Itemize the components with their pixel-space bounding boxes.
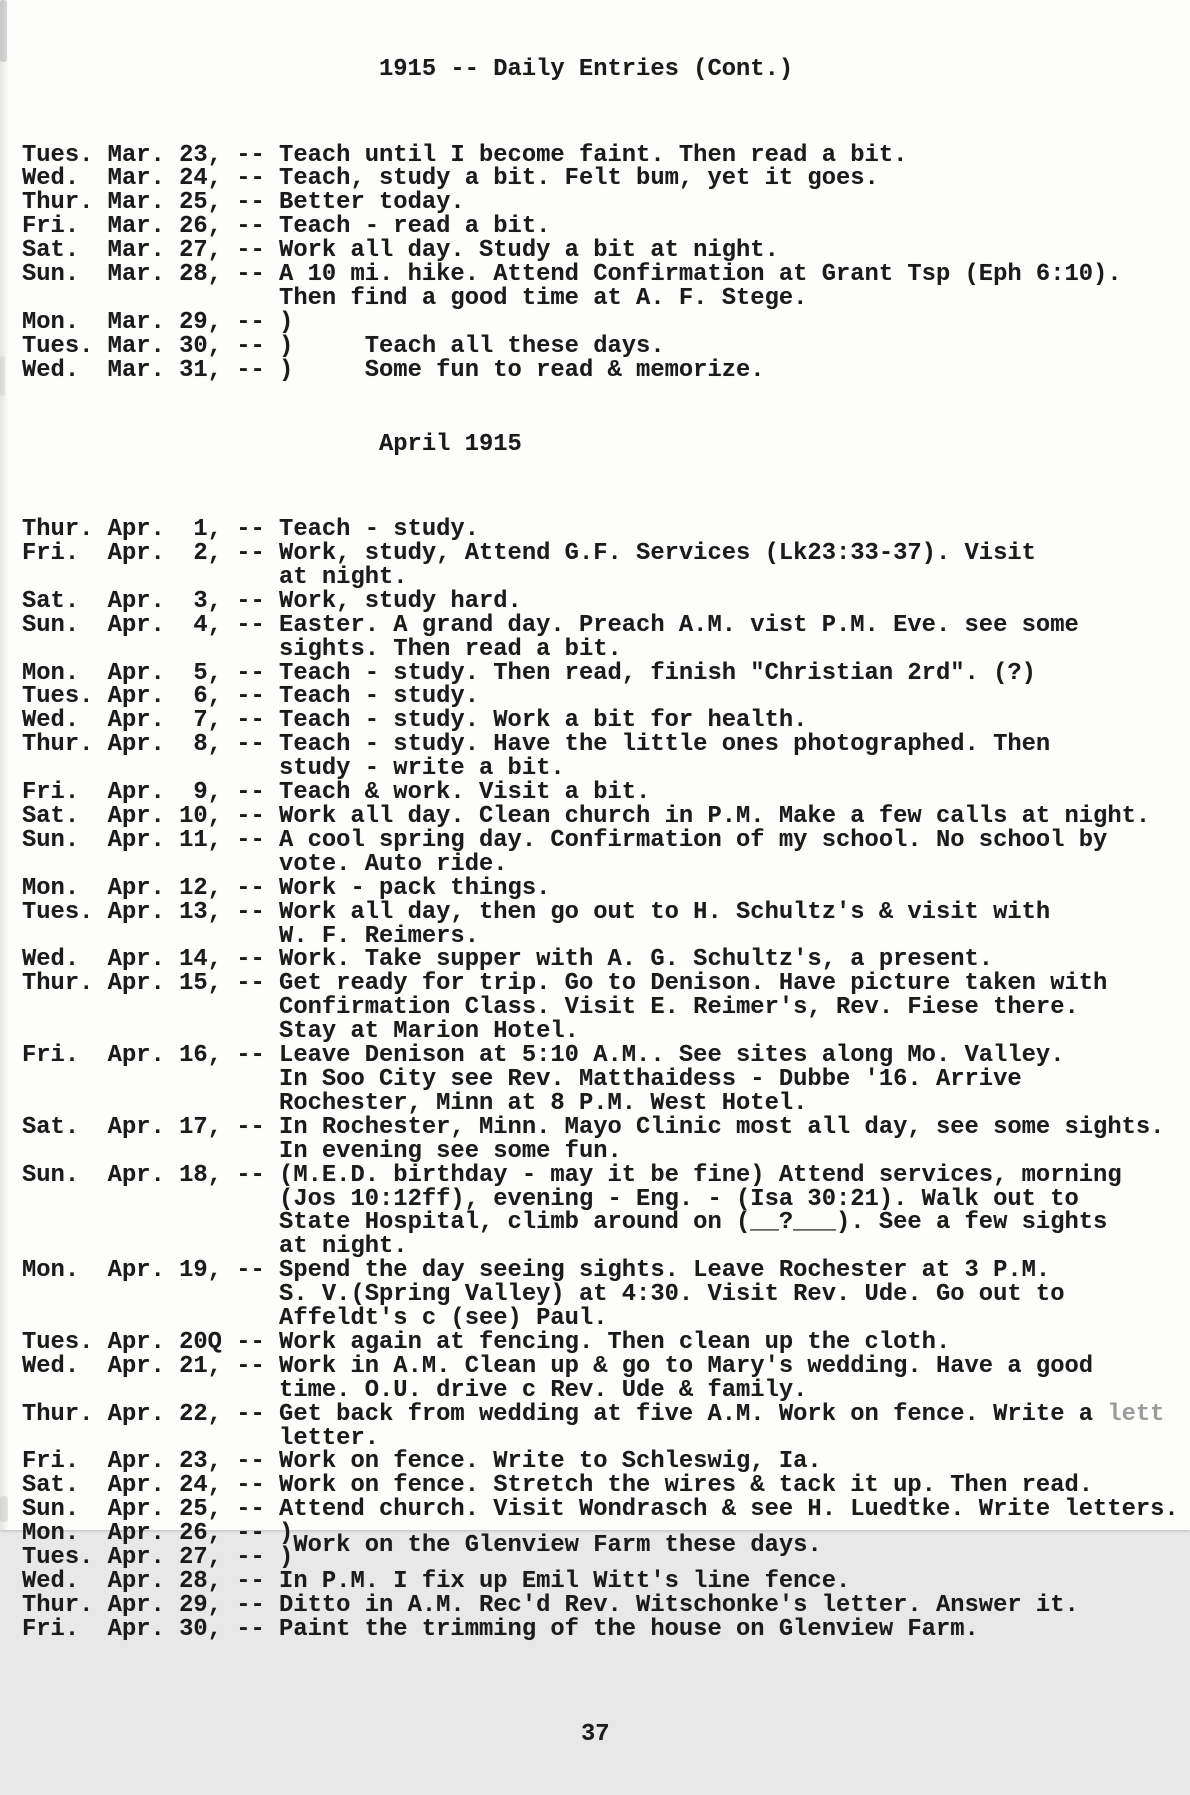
- diary-entry-line: Fri. Apr. 23, -- Work on fence. Write to Schleswig, Ia.: [22, 1448, 822, 1476]
- faded-text: lett: [1107, 1400, 1165, 1428]
- diary-entry-line: Fri. Apr. 30, -- Paint the trimming of the house on Glenview Farm.: [22, 1615, 979, 1643]
- diary-entry-line: Sat. Mar. 27, -- Work all day. Study a bit at night.: [22, 237, 779, 265]
- diary-entry-line: Wed. Mar. 31, -- ) Some fun to read & memorize.: [22, 356, 765, 384]
- diary-continuation-line: Stay at Marion Hotel.: [22, 1018, 579, 1046]
- bracket-note: Work on the Glenview Farm these days.: [293, 1532, 822, 1560]
- diary-continuation-line: time. O.U. drive c Rev. Ude & family.: [22, 1376, 808, 1404]
- diary-continuation-line: study - write a bit.: [22, 755, 565, 783]
- diary-entry-line: Sat. Apr. 10, -- Work all day. Clean church in P.M. Make a few calls at night.: [22, 803, 1151, 830]
- diary-entry-line: Thur. Apr. 8, -- Teach - study. Have the little ones photographed. Then: [22, 731, 1051, 759]
- diary-entry-line: Mon. Apr. 26, -- ): [22, 1520, 294, 1548]
- diary-entry-line: Fri. Apr. 16, -- Leave Denison at 5:10 A.M.. See sites along Mo. Valley.: [22, 1042, 1065, 1070]
- diary-continuation-line: W. F. Reimers.: [22, 922, 479, 950]
- april-entries: [22, 518, 1190, 1642]
- diary-entry-line: Sat. Apr. 3, -- Work, study hard.: [22, 587, 522, 615]
- diary-entry-line: Wed. Apr. 14, -- Work. Take supper with A. G. Schultz's, a present.: [22, 946, 994, 974]
- diary-entry-line: Thur. Apr. 22, -- Get back from wedding at five A.M. Work on fence. Write a lett: [22, 1400, 1165, 1428]
- diary-entry-line: Mon. Mar. 29, -- ): [22, 308, 294, 336]
- diary-entry-line: Thur. Apr. 15, -- Get ready for trip. Go to Denison. Have picture taken with: [22, 970, 1108, 998]
- diary-entry-line: Wed. Apr. 7, -- Teach - study. Work a bit for health.: [22, 707, 808, 735]
- diary-entry-line: Wed. Apr. 28, -- In P.M. I fix up Emil Witt's line fence.: [22, 1568, 851, 1595]
- diary-continuation-line: at night.: [22, 1233, 408, 1261]
- page-title: 1915 -- Daily Entries (Cont.): [379, 55, 794, 83]
- diary-entry-line: Thur. Apr. 29, -- Ditto in A.M. Rec'd Rev. Witschonke's letter. Answer it.: [22, 1591, 1079, 1619]
- diary-continuation-line: S. V.(Spring Valley) at 4:30. Visit Rev. Ude. Go out to: [22, 1281, 1065, 1309]
- diary-continuation-line: (Jos 10:12ff), evening - Eng. - (Isa 30:21). Walk out to: [22, 1185, 1079, 1213]
- diary-entry-line: Mon. Apr. 5, -- Teach - study. Then read, finish "Christian 2rd". (?): [22, 659, 1036, 687]
- diary-continuation-line: vote. Auto ride.: [22, 850, 508, 878]
- diary-entry-line: Wed. Apr. 21, -- Work in A.M. Clean up & go to Mary's wedding. Have a good: [22, 1352, 1094, 1380]
- diary-entry-line: Sun. Apr. 11, -- A cool spring day. Confirmation of my school. No school by: [22, 826, 1108, 854]
- diary-entry-line: Thur. Apr. 1, -- Teach - study.: [22, 516, 479, 544]
- diary-entry-line: Sun. Apr. 4, -- Easter. A grand day. Preach A.M. vist P.M. Eve. see some: [22, 611, 1079, 639]
- diary-entry-line: Tues. Apr. 13, -- Work all day, then go out to H. Schultz's & visit with: [22, 898, 1051, 926]
- scan-artifact-smudge: [0, 356, 5, 396]
- page-number: 37: [581, 1720, 610, 1748]
- march-entries: [22, 141, 1190, 384]
- diary-entry-line: Tues. Apr. 27, -- )Work on the Glenview Farm these days.: [22, 1532, 822, 1572]
- diary-continuation-line: State Hospital, climb around on (__?___). See a few sights: [22, 1209, 1108, 1237]
- diary-entry-line: Tues. Mar. 23, -- Teach until I become faint. Then read a bit.: [22, 141, 908, 169]
- section-heading-april: April 1915: [379, 431, 522, 459]
- diary-entry-line: Tues. Apr. 20Q -- Work again at fencing. Then clean up the cloth.: [22, 1328, 951, 1356]
- diary-entry-line: Sun. Mar. 28, -- A 10 mi. hike. Attend Confirmation at Grant Tsp (Eph 6:10).: [22, 261, 1122, 289]
- diary-entry-line: Sat. Apr. 24, -- Work on fence. Stretch the wires & tack it up. Then read.: [22, 1472, 1094, 1500]
- diary-continuation-line: Then find a good time at A. F. Stege.: [22, 284, 808, 312]
- diary-entry-line: Mon. Apr. 12, -- Work - pack things.: [22, 874, 551, 902]
- diary-entry-line: Mon. Apr. 19, -- Spend the day seeing sights. Leave Rochester at 3 P.M.: [22, 1257, 1051, 1285]
- diary-continuation-line: sights. Then read a bit.: [22, 635, 622, 663]
- scan-artifact-smudge: [0, 1496, 8, 1522]
- diary-continuation-line: Affeldt's c (see) Paul.: [22, 1305, 608, 1333]
- diary-continuation-line: letter.: [22, 1424, 380, 1452]
- diary-entry-line: Fri. Apr. 9, -- Teach & work. Visit a bit.: [22, 779, 651, 807]
- diary-document: [22, 10, 1190, 1794]
- diary-entry-line: Sun. Apr. 25, -- Attend church. Visit Wondrasch & see H. Luedtke. Write letters.: [22, 1496, 1179, 1524]
- diary-entry-line: Tues. Apr. 6, -- Teach - study.: [22, 683, 479, 711]
- diary-continuation-line: Confirmation Class. Visit E. Reimer's, Rev. Fiese there.: [22, 994, 1079, 1022]
- diary-entry-line: Wed. Mar. 24, -- Teach, study a bit. Felt bum, yet it goes.: [22, 165, 879, 193]
- scan-artifact-smudge: [0, 0, 7, 62]
- diary-continuation-line: at night.: [22, 563, 408, 591]
- diary-entry-line: Fri. Apr. 2, -- Work, study, Attend G.F. Services (Lk23:33-37). Visit: [22, 540, 1036, 568]
- diary-entry-line: Fri. Mar. 26, -- Teach - read a bit.: [22, 213, 551, 241]
- diary-continuation-line: In evening see some fun.: [22, 1137, 622, 1165]
- diary-entry-line: Sat. Apr. 17, -- In Rochester, Minn. Mayo Clinic most all day, see some sights.: [22, 1113, 1165, 1141]
- diary-continuation-line: In Soo City see Rev. Matthaidess - Dubbe '16. Arrive: [22, 1065, 1022, 1093]
- diary-entry-line: Thur. Mar. 25, -- Better today.: [22, 189, 465, 217]
- diary-entry-line: Tues. Mar. 30, -- ) Teach all these days.: [22, 332, 665, 360]
- diary-entry-line: Sun. Apr. 18, -- (M.E.D. birthday - may it be fine) Attend services, morning: [22, 1161, 1122, 1189]
- scan-artifact-left-edge: [0, 0, 9, 1530]
- diary-continuation-line: Rochester, Minn at 8 P.M. West Hotel.: [22, 1089, 808, 1117]
